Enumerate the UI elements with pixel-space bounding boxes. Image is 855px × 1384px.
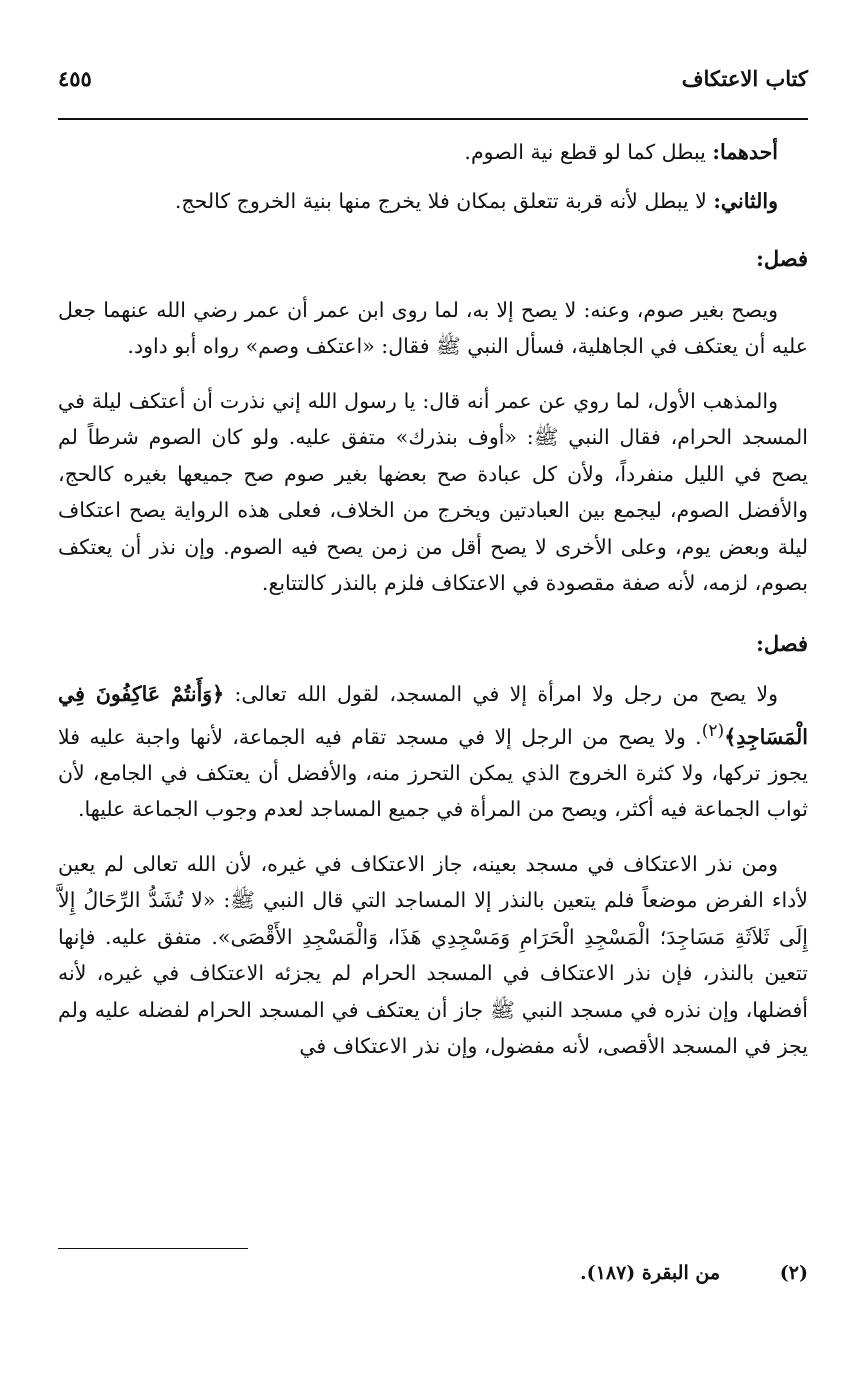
section-heading: فصل:: [756, 630, 808, 656]
running-header: [58, 58, 808, 114]
chapter-title: كتاب الاعتكاف: [681, 66, 808, 91]
option-text: يبطل كما لو قطع نية الصوم.: [464, 140, 706, 164]
quran-verse: ﴿وَأَنتُمْ عَاكِفُونَ فِي الْمَسَاجِدِ﴾: [58, 682, 808, 749]
option-second: [58, 183, 808, 220]
page-number: ٤٥٥: [58, 66, 92, 91]
footnote-rule: [58, 1248, 248, 1249]
main-text: [58, 128, 808, 1065]
section-heading: فصل:: [756, 246, 808, 271]
paragraph-text: . ولا يصح من الرجل إلا في مسجد تقام فيه الجماعة، لأنها واجبة عليه فلا يجوز تركها، ولا كثرة الخروج الذي يمكن التحرز منه، والأفضل أن يعتكف في الجامع، لأن ثواب الجماعة فيه أكثر، ويصح من المرأة في جميع المساجد لعدم وجوب الجماعة عليها.: [58, 724, 808, 822]
header-rule: [58, 118, 808, 120]
paragraph: والمذهب الأول، لما روي عن عمر أنه قال: يا رسول الله إني نذرت أن أعتكف ليلة في المسجد الحرام، فقال النبي ﷺ: «أوف بنذرك» متفق عليه. ولو كان الصوم شرطاً لم يصح في الليل منفرداً، ولأن كل عبادة صح بعضها بغير صوم صح جميعها بغيره كالحج، والأفضل الصوم، ليجمع بين العبادتين ويخرج من الخلاف، فعلى هذه الرواية يصح اعتكاف ليلة وبعض يوم، وعلى الأخرى لا يصح أقل من زمن يصح فيه الصوم. وإن نذر أن يعتكف بصوم، لزمه، لأنه صفة مقصودة في الاعتكاف فلزم بالنذر كالتتابع.: [58, 388, 808, 595]
option-label: أحدهما:: [712, 140, 778, 164]
footnote-text: من البقرة (١٨٧).: [580, 1262, 720, 1284]
book-page: [58, 58, 808, 1059]
paragraph: [58, 676, 808, 828]
option-text: لا يبطل لأنه قربة تتعلق بمكان فلا يخرج منها بنية الخروج كالحج.: [174, 188, 707, 213]
paragraph-text: ولا يصح من رجل ولا امرأة إلا في المسجد، لقول الله تعالى:: [224, 682, 778, 706]
footnote-reference: (٢): [701, 720, 725, 741]
option-first: [58, 134, 808, 171]
footnote: [58, 1262, 808, 1284]
footnote-number: (٢): [779, 1262, 808, 1284]
option-label: والثاني:: [713, 188, 778, 213]
paragraph: ويصح بغير صوم، وعنه: لا يصح إلا به، لما روى ابن عمر أن عمر رضي الله عنهما جعل عليه أن يعتكف في الجاهلية، فسأل النبي ﷺ فقال: «اعتكف وصم» رواه أبو داود.: [58, 297, 808, 358]
paragraph: ومن نذر الاعتكاف في مسجد بعينه، جاز الاعتكاف في غيره، لأن الله تعالى لم يعين لأداء الفرض موضعاً فلم يتعين بالنذر إلا المساجد التي قال النبي ﷺ: «لا تُشَدُّ الرِّحَالُ إِلاَّ إِلَى ثَلاَثَةِ مَسَاجِدَ؛ الْمَسْجِدِ الْحَرَامِ وَمَسْجِدِي هَذَا، وَالْمَسْجِدِ الأَقْصَى». متفق عليه. فإنها تتعين بالنذر، فإن نذر الاعتكاف في المسجد الحرام لم يجزئه الاعتكاف في غيره، لأنه أفضلها، وإن نذره في مسجد النبي ﷺ جاز أن يعتكف في المسجد الحرام لفضله عليه ولم يجز في المسجد الأقصى، لأنه مفضول، وإن نذر الاعتكاف في: [58, 851, 808, 1059]
